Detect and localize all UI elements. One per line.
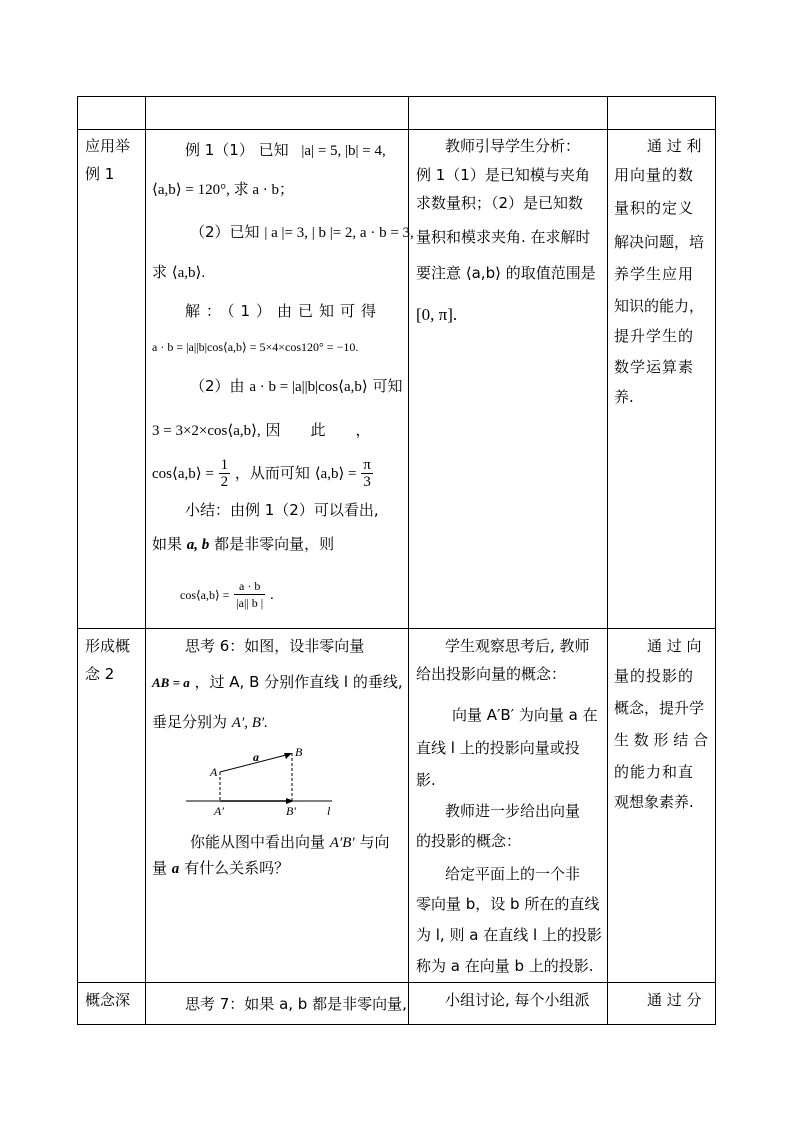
formula: A′, B′. bbox=[231, 715, 268, 731]
text: 如果 bbox=[152, 535, 183, 553]
fraction-pi-third bbox=[361, 457, 373, 490]
text: （2）由 bbox=[190, 377, 245, 395]
content-line bbox=[152, 858, 289, 879]
table-row-divider bbox=[77, 628, 716, 629]
intent-line: 量积的定义 bbox=[614, 199, 695, 217]
label-l: l bbox=[327, 804, 331, 818]
intent-line: 解决问题，培 bbox=[614, 233, 705, 251]
label-B: B bbox=[295, 745, 303, 759]
teacher-line: 零向量 b，设 b 所在的直线 bbox=[416, 895, 600, 913]
intent-line: 量的投影的 bbox=[614, 667, 695, 685]
formula: ⟨a,b⟩. bbox=[171, 265, 206, 281]
teacher-line: 求数量积；（2）是已知数 bbox=[416, 194, 584, 212]
text: ，过 A, B 分别作直线 l 的垂线, bbox=[194, 673, 403, 691]
formula: cos⟨a,b⟩ = bbox=[180, 588, 230, 602]
table-border-bottom bbox=[77, 1024, 716, 1025]
formula: A′B′ bbox=[329, 835, 355, 851]
formula: AB = a bbox=[152, 675, 190, 690]
table-col-line bbox=[77, 96, 78, 1025]
formula: 3 = 3×2×cos⟨a,b⟩, bbox=[152, 423, 261, 439]
teacher-line: 给出投影向量的概念： bbox=[416, 665, 567, 683]
stage-label: 应用举 bbox=[85, 137, 131, 155]
intent-line: 提升学生的 bbox=[614, 327, 695, 345]
text: 都是非零向量，则 bbox=[214, 535, 335, 553]
label-B-prime: B′ bbox=[286, 804, 296, 818]
intent-line: 通 过 分 bbox=[647, 991, 702, 1009]
text: （2）已知 bbox=[190, 223, 260, 241]
teacher-line: 教师引导学生分析： bbox=[445, 137, 581, 155]
teacher-line: 教师进一步给出向量 bbox=[445, 802, 581, 820]
teacher-line: 给定平面上的一个非 bbox=[445, 865, 581, 883]
fraction-numerator: π bbox=[363, 457, 371, 473]
intent-line: 概念，提升学 bbox=[614, 699, 705, 717]
fraction-denominator: 3 bbox=[363, 474, 371, 490]
content-line bbox=[152, 420, 371, 441]
text: ，从而可知 bbox=[234, 464, 310, 482]
teacher-line: 量积和模求夹角. 在求解时 bbox=[416, 228, 591, 246]
period: . bbox=[269, 587, 274, 603]
stage-label: 形成概 bbox=[85, 637, 131, 655]
intent-line: 的能力和直 bbox=[614, 763, 695, 781]
text: 有什么关系吗？ bbox=[184, 859, 290, 877]
example-label: 例 1（1） 已知 bbox=[185, 141, 289, 159]
formula: a · b = |a||b|cos⟨a,b⟩ bbox=[249, 379, 368, 395]
table-border-top bbox=[77, 96, 716, 97]
teacher-line: 称为 a 在向量 b 上的投影. bbox=[416, 957, 594, 975]
intent-line: 养学生应用 bbox=[614, 265, 695, 283]
table-col-line bbox=[607, 96, 608, 1025]
text: 垂足分别为 bbox=[152, 713, 228, 731]
teacher-line: 直线 l 上的投影向量或投 bbox=[416, 739, 580, 757]
intent-line: 用向量的数 bbox=[614, 166, 695, 184]
intent-line: 通 过 向 bbox=[647, 637, 702, 655]
content-line bbox=[185, 140, 386, 161]
table-col-line bbox=[145, 96, 146, 1025]
formula: a bbox=[171, 861, 180, 877]
content-line: 思考 7：如果 a, b 都是非零向量, bbox=[185, 995, 407, 1013]
teacher-line: 要注意 ⟨a,b⟩ 的取值范围是 bbox=[416, 264, 596, 282]
intent-line: 生 数 形 结 合 bbox=[614, 731, 709, 749]
content-line bbox=[190, 222, 414, 243]
intent-line: 养. bbox=[614, 388, 634, 406]
fraction-numerator: a · b bbox=[234, 578, 265, 595]
teacher-line: 为 l, 则 a 在直线 l 上的投影 bbox=[416, 926, 602, 944]
formula: ⟨a,b⟩ = 120°, 求 a · b； bbox=[152, 182, 294, 198]
fraction-denominator: 2 bbox=[220, 474, 229, 490]
label-A: A bbox=[210, 765, 218, 779]
intent-line: 通 过 利 bbox=[647, 137, 702, 155]
text: 可知 bbox=[372, 377, 403, 395]
formula: |a| = 5, |b| = 4, bbox=[301, 143, 386, 159]
stage-label: 例 1 bbox=[85, 165, 115, 183]
formula: | a |= 3, | b |= 2, a · b = 3, bbox=[264, 225, 414, 241]
formula: cos⟨a,b⟩ = bbox=[152, 466, 214, 482]
content-line bbox=[152, 262, 205, 283]
content-line bbox=[180, 576, 274, 613]
intent-line: 数学运算素 bbox=[614, 358, 695, 376]
text: 量 bbox=[152, 859, 168, 877]
formula: ⟨a,b⟩ = bbox=[314, 466, 357, 482]
teacher-line: [0, π]. bbox=[416, 305, 458, 324]
projection-figure bbox=[180, 740, 350, 820]
content-line bbox=[152, 712, 268, 733]
label-A-prime: A′ bbox=[214, 804, 224, 818]
table-row-divider bbox=[77, 982, 716, 983]
table-col-line bbox=[715, 96, 716, 1025]
teacher-line: 学生观察思考后, 教师 bbox=[445, 637, 590, 655]
intent-line: 知识的能力， bbox=[614, 297, 705, 315]
fraction-numerator: 1 bbox=[220, 457, 229, 473]
text: 你能从图中看出向量 bbox=[190, 833, 326, 851]
content-line: 思考 6：如图，设非零向量 bbox=[185, 637, 365, 655]
teacher-line: 向量 A′B′ 为向量 a 在 bbox=[452, 706, 598, 724]
teacher-line: 小组讨论, 每个小组派 bbox=[445, 991, 590, 1009]
content-line bbox=[152, 672, 403, 693]
formula: a · b = |a||b|cos⟨a,b⟩ = 5×4×cos120° = −10. bbox=[152, 340, 359, 354]
table-header-divider bbox=[77, 129, 716, 130]
content-line bbox=[152, 534, 334, 555]
content-line bbox=[152, 455, 373, 492]
content-line bbox=[190, 832, 389, 853]
teacher-line: 例 1（1）是已知模与夹角 bbox=[416, 166, 590, 184]
fraction-one-half bbox=[219, 457, 231, 490]
stage-label: 概念深 bbox=[85, 991, 131, 1009]
label-a: a bbox=[253, 750, 259, 764]
arrowhead bbox=[284, 753, 292, 759]
text: 求 bbox=[152, 263, 168, 281]
fraction-cos-formula bbox=[234, 578, 265, 611]
content-line bbox=[190, 376, 403, 397]
text: 因 此 ， bbox=[265, 421, 371, 439]
fraction-denominator: |a|| b | bbox=[236, 596, 264, 610]
teacher-line: 影. bbox=[416, 771, 436, 789]
summary-line: 小结：由例 1（2）可以看出, bbox=[185, 501, 379, 519]
stage-label: 念 2 bbox=[85, 665, 115, 683]
formula: a, b bbox=[186, 537, 210, 553]
intent-line: 观想象素养. bbox=[614, 793, 694, 811]
solution-heading: 解：（1）由已知可得 bbox=[185, 302, 383, 320]
text: 与向 bbox=[359, 833, 390, 851]
teacher-line: 的投影的概念： bbox=[416, 832, 522, 850]
